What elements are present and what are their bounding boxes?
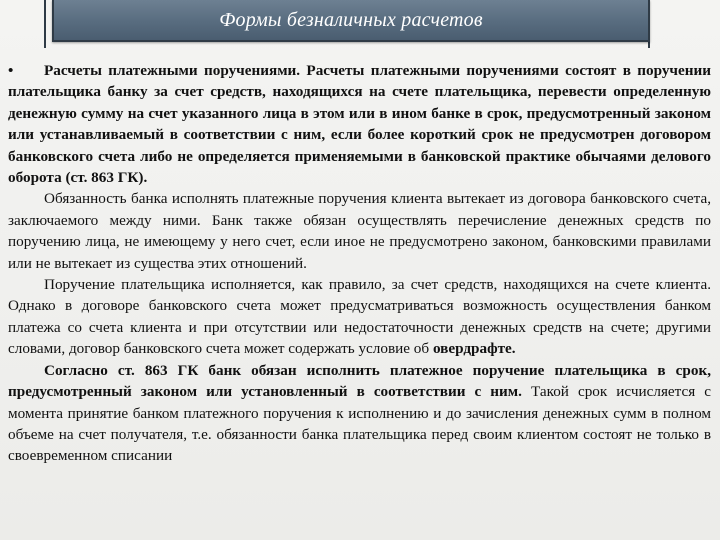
slide-title: Формы безналичных расчетов bbox=[219, 8, 483, 31]
paragraph-payment-orders bbox=[8, 60, 711, 188]
paragraph-4-bold-text: Согласно ст. 863 ГК банк обязан исполнить платежное поручение плательщика в срок, предусмотренный законом или установленный в соответствии с ним. bbox=[8, 361, 711, 401]
paragraph-4-text: Такой срок исчисляется с момента принятие банком платежного поручения к исполнению и до зачисления денежных сумм в полном объеме на счет получателя, т.е. обязанности банка плательщика перед своим клиентом состоят не только в своевременном списании bbox=[8, 383, 711, 465]
title-banner bbox=[52, 0, 650, 42]
paragraph-overdraft bbox=[8, 274, 711, 360]
bullet-icon: • bbox=[8, 62, 14, 79]
overdraft-term: овердрафте. bbox=[432, 340, 516, 358]
paragraph-bank-obligation: Обязанность банка исполнять платежные поручения клиента вытекает из договора банковского счета, заключаемого между ними. Банк также обязан осуществлять перечисление денежных средств по поручению лица, не имеющему у него счет, если иное не предусмотрено законом, банковскими правилами или не вытекает из существа этих отношений. bbox=[8, 190, 711, 272]
slide-body bbox=[8, 60, 711, 467]
title-frame-left-line bbox=[44, 0, 46, 48]
paragraph-execution-term bbox=[8, 360, 711, 467]
paragraph-1-text: Расчеты платежными поручениями. Расчеты платежными поручениями состоят в поручении плательщика банку за счет средств, находящихся на счете плательщика, перевести определенную денежную сумму на счет указанного лица в этом или в ином банке в срок, предусмотренный законом или устанавливаемый в соответствии с ним, если более короткий срок не предусмотрен договором банковского счета либо не определяется применяемыми в банковской практике обычаями делового оборота (ст. 863 ГК). bbox=[8, 62, 711, 187]
paragraph-3-text: Поручение плательщика исполняется, как правило, за счет средств, находящихся на счете клиента. Однако в договоре банковского счета может предусматриваться возможность осуществления банком платежа со счета клиента и при отсутствии или недостаточности денежных средств на счете; другими словами, договор банковского счета может содержать условие об bbox=[8, 276, 711, 358]
